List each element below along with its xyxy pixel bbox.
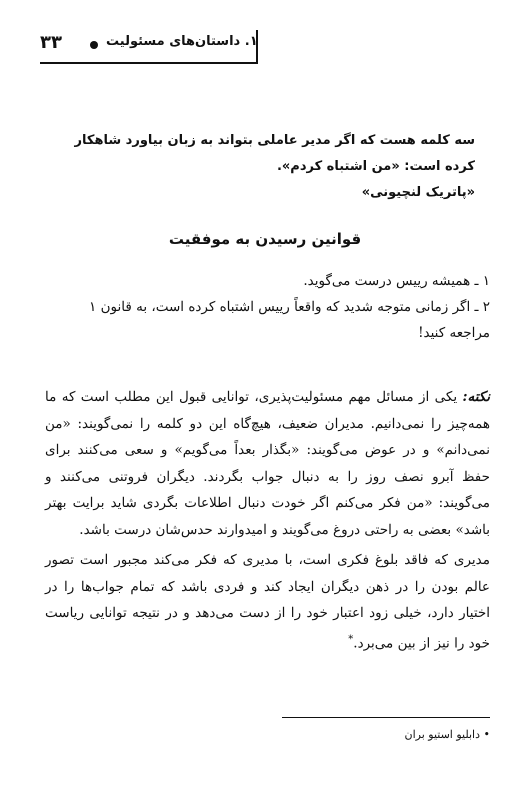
section-title: قوانین رسیدن به موفقیت <box>168 230 362 248</box>
header-vertical-bar <box>256 30 258 64</box>
page-number: ۳۳ <box>40 32 62 53</box>
running-header <box>40 30 490 60</box>
note-paragraph-1-text: یکی از مسائل مهم مسئولیت‌پذیری، توانایی قبول این مطلب است که ما همه‌چیز را نمی‌دانیم. مدیران ضعیف، هیچ‌گاه این دو کلمه را نمی‌گویند: «من نمی‌دانم» و در عوض می‌گویند: «بگذار بعداً می‌گویم» و سعی می‌کنند برای حفظ آبرو نصف روز را به دنبال جواب بگردند. دیگران فروتنی می‌کنند و می‌گویند: «من فکر می‌کنم اگر خودت دنبال اطلاعات بگردی شاید برایت بهتر باشد» بعضی به راحتی دروغ می‌گویند و امیدوارند حدس‌شان درست باشد. <box>45 389 490 538</box>
note-label: نکته: <box>462 389 490 405</box>
footnote-marker: * <box>348 633 354 645</box>
note-paragraph-1 <box>45 384 490 543</box>
footnote-rule <box>282 717 490 718</box>
chapter-title: ۱. داستان‌های مسئولیت <box>106 34 258 49</box>
law-item-1: ۱ ـ همیشه رییس درست می‌گوید. <box>303 273 490 289</box>
note-body <box>45 384 490 661</box>
note-paragraph-2 <box>45 547 490 657</box>
bullet-dot <box>90 41 98 49</box>
quote-author: «پاتریک لنچیونی» <box>361 185 475 200</box>
laws-list <box>45 268 490 346</box>
epigraph-quote <box>70 128 475 206</box>
header-rule <box>40 62 258 64</box>
law-item-2: ۲ ـ اگر زمانی متوجه شدید که واقعاً رییس اشتباه کرده است، به قانون ۱ مراجعه کنید! <box>89 299 490 341</box>
note-paragraph-2-text: مدیری که فاقد بلوغ فکری است، با مدیری که فکر می‌کند مجبور است تصور عالم بودن را در ذهن دیگران ایجاد کند و فردی باشد که تمام جواب‌ها را در اختیار دارد، خیلی زود اعتبار خود را از دست می‌دهد و در نتیجه توانایی ریاست خود را نیز از بین می‌برد. <box>45 552 490 651</box>
quote-text: سه کلمه هست که اگر مدیر عاملی بتواند به زبان بیاورد شاهکار کرده است: «من اشتباه کردم». <box>74 133 475 174</box>
footnote: • دابلیو استیو بران <box>404 728 490 741</box>
